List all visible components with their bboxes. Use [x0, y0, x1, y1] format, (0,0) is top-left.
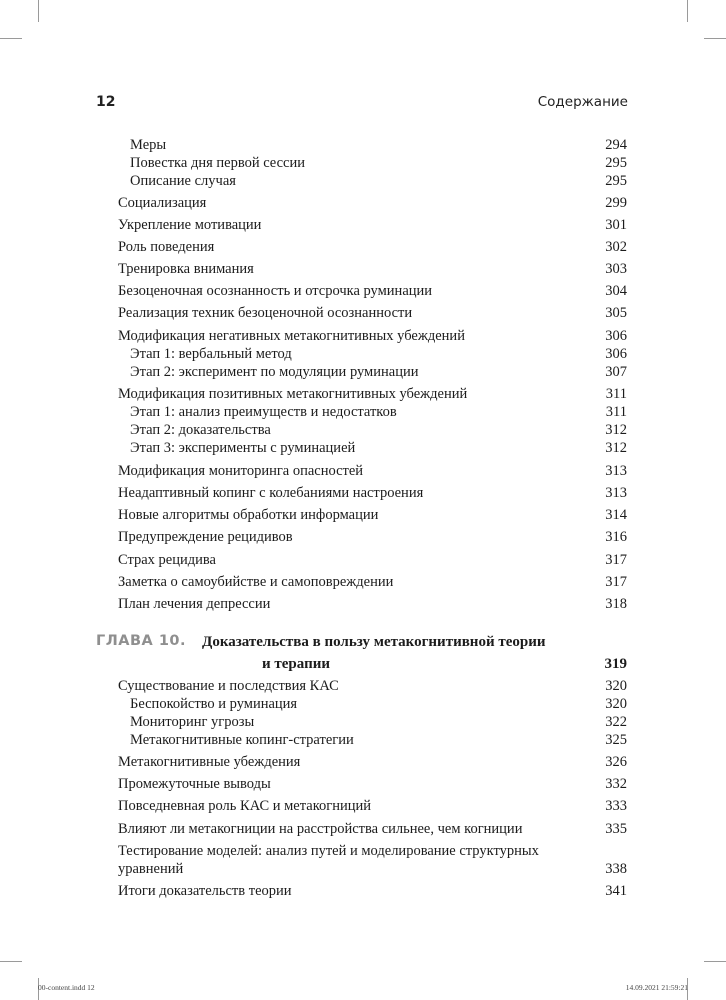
toc-entry-title: Существование и последствия КАС	[118, 678, 339, 694]
toc-entry	[118, 820, 627, 838]
toc-entry-title: Реализация техник безоценочной осознанности	[118, 305, 413, 321]
toc-entry	[118, 238, 627, 256]
toc-entry-page: 341	[605, 883, 627, 899]
toc-entry	[118, 528, 627, 546]
toc-entry-page: 322	[605, 714, 627, 730]
toc-entry-page: 306	[605, 328, 627, 344]
toc-entry-page: 299	[605, 195, 627, 211]
crop-mark	[0, 961, 22, 962]
toc	[118, 0, 627, 1000]
crop-mark	[704, 961, 726, 962]
toc-entry	[118, 327, 627, 345]
toc-entry-title: Страх рецидива	[118, 552, 216, 568]
toc-entry-title: Метакогнитивные копинг-стратегии	[130, 732, 354, 748]
toc-entry	[118, 385, 627, 403]
toc-entry-page: 303	[605, 261, 627, 277]
toc-entry-page: 325	[605, 732, 627, 748]
toc-entry-page: 295	[605, 155, 627, 171]
toc-entry-title: Повестка дня первой сессии	[130, 155, 305, 171]
toc-entry	[130, 172, 627, 190]
chapter-page: 319	[604, 656, 627, 672]
toc-entry-page: 307	[605, 364, 627, 380]
toc-entry-page: 295	[605, 173, 627, 189]
toc-entry	[130, 136, 627, 154]
toc-entry-page: 306	[605, 346, 627, 362]
toc-entry-page: 301	[605, 217, 627, 233]
toc-entry	[118, 194, 627, 212]
chapter-heading	[96, 631, 627, 675]
toc-entry	[118, 882, 627, 900]
toc-entry	[130, 403, 627, 421]
toc-entry-page: 311	[605, 404, 627, 420]
toc-entry-title: Роль поведения	[118, 239, 215, 255]
toc-entry-title: Социализация	[118, 195, 207, 211]
toc-entry-page: 302	[605, 239, 627, 255]
toc-entry-page: 312	[605, 440, 627, 456]
toc-entry	[118, 753, 627, 771]
toc-entry	[130, 713, 627, 731]
toc-entry-title: Влияют ли метакогниции на расстройства сильнее, чем когниции	[118, 821, 523, 837]
toc-entry-page: 333	[605, 798, 627, 814]
crop-mark	[38, 0, 39, 22]
toc-entry-page: 314	[605, 507, 627, 523]
toc-entry	[118, 484, 627, 502]
toc-entry-title: Новые алгоритмы обработки информации	[118, 507, 379, 523]
toc-entry-title: Тестирование моделей: анализ путей и моделирование структурных уравнений	[118, 843, 539, 877]
toc-entry-page: 338	[605, 861, 627, 877]
toc-entry	[130, 154, 627, 172]
toc-entry-page: 318	[605, 596, 627, 612]
chapter-title	[202, 631, 562, 675]
toc-entry-page: 332	[605, 776, 627, 792]
toc-entry-page: 320	[605, 678, 627, 694]
toc-entry-title: Этап 1: вербальный метод	[130, 346, 292, 362]
toc-entry-title: План лечения депрессии	[118, 596, 271, 612]
toc-entry-title: Заметка о самоубийстве и самоповреждении	[118, 574, 394, 590]
toc-entry-page: 317	[605, 574, 627, 590]
toc-entry	[130, 421, 627, 439]
toc-entry-title: Беспокойство и руминация	[130, 696, 298, 712]
toc-entry	[118, 595, 627, 613]
chapter-title-line: и терапии	[262, 656, 330, 672]
toc-entry-title: Этап 2: доказательства	[130, 422, 271, 438]
toc-entry-title: Предупреждение рецидивов	[118, 529, 293, 545]
toc-entry	[118, 304, 627, 322]
toc-entry-title: Модификация мониторинга опасностей	[118, 463, 364, 479]
toc-entry	[130, 695, 627, 713]
toc-entry-page: 335	[605, 821, 627, 837]
toc-entry-title: Мониторинг угрозы	[130, 714, 255, 730]
toc-entry-page: 313	[605, 485, 627, 501]
toc-entry	[118, 216, 627, 234]
toc-entry	[118, 842, 627, 878]
toc-entry	[118, 797, 627, 815]
toc-entry	[118, 775, 627, 793]
toc-entry-title: Итоги доказательств теории	[118, 883, 292, 899]
toc-entry-page: 311	[605, 386, 627, 402]
toc-entry-page: 304	[605, 283, 627, 299]
toc-entry-page: 313	[605, 463, 627, 479]
toc-entry-title: Этап 2: эксперимент по модуляции руминации	[130, 364, 419, 380]
toc-entry-page: 326	[605, 754, 627, 770]
toc-entry-title: Промежуточные выводы	[118, 776, 271, 792]
toc-entry-title: Метакогнитивные убеждения	[118, 754, 301, 770]
toc-entry-page: 316	[605, 529, 627, 545]
toc-entry-title: Этап 1: анализ преимуществ и недостатков	[130, 404, 397, 420]
toc-entry	[130, 731, 627, 749]
toc-entry-title: Меры	[130, 137, 167, 153]
toc-entry	[118, 677, 627, 695]
running-head: Содержание	[537, 94, 628, 110]
crop-mark	[0, 38, 22, 39]
print-slug	[38, 983, 688, 992]
toc-entry-title: Этап 3: эксперименты с руминацией	[130, 440, 356, 456]
slug-timestamp: 14.09.2021 21:59:21	[625, 983, 688, 992]
toc-entry-title: Описание случая	[130, 173, 236, 189]
chapter-label: ГЛАВА 10.	[96, 633, 187, 649]
crop-mark	[704, 38, 726, 39]
toc-entry-title: Модификация негативных метакогнитивных убеждений	[118, 328, 465, 344]
toc-entry	[118, 573, 627, 591]
toc-entry	[130, 363, 627, 381]
toc-entry-page: 312	[605, 422, 627, 438]
crop-mark	[687, 0, 688, 22]
toc-entry-page: 317	[605, 552, 627, 568]
toc-entry	[118, 260, 627, 278]
toc-entry-title: Повседневная роль КАС и метакогниций	[118, 798, 371, 814]
toc-entry-title: Безоценочная осознанность и отсрочка руминации	[118, 283, 433, 299]
toc-entry	[130, 439, 627, 457]
toc-entry	[118, 282, 627, 300]
chapter-title-line: Доказательства в пользу метакогнитивной теории	[202, 634, 546, 650]
toc-entry	[130, 345, 627, 363]
page-number: 12	[96, 94, 116, 110]
toc-entry	[118, 551, 627, 569]
toc-entry-title: Укрепление мотивации	[118, 217, 262, 233]
toc-entry	[118, 462, 627, 480]
toc-entry	[118, 506, 627, 524]
toc-entry-title: Тренировка внимания	[118, 261, 254, 277]
toc-entry-page: 305	[605, 305, 627, 321]
toc-entry-title: Неадаптивный копинг с колебаниями настроения	[118, 485, 424, 501]
toc-entry-page: 320	[605, 696, 627, 712]
toc-entry-title: Модификация позитивных метакогнитивных убеждений	[118, 386, 468, 402]
slug-file: 00-content.indd 12	[38, 983, 95, 992]
toc-entry-page: 294	[605, 137, 627, 153]
